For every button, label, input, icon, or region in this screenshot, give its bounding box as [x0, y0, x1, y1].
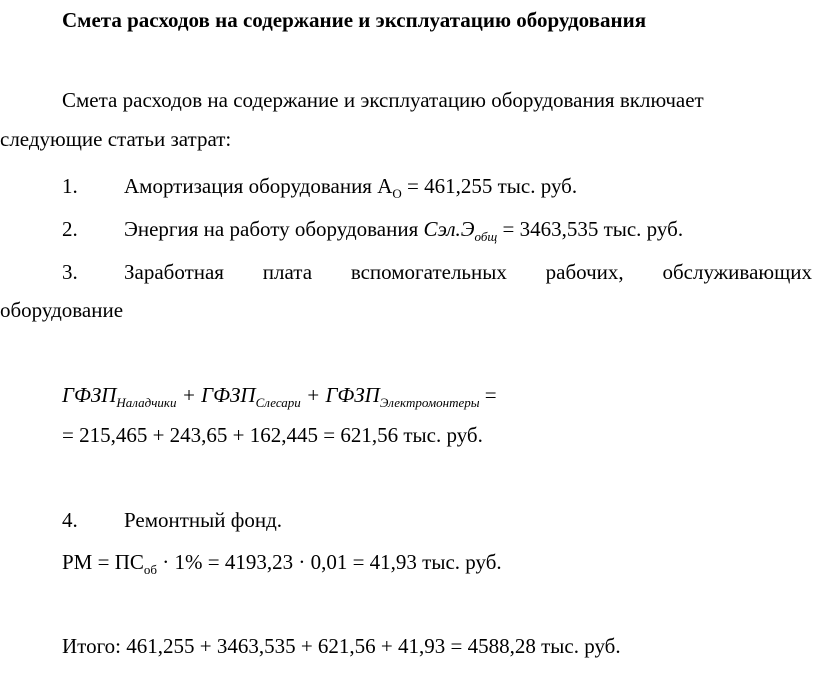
intro-line-2: следующие статьи затрат:	[0, 127, 232, 151]
item-2-subscript: общ	[474, 229, 498, 244]
item-2-number: 2.	[62, 217, 78, 241]
item-1	[62, 174, 578, 201]
formula-rm	[62, 550, 502, 577]
item-3-number: 3.	[62, 260, 78, 284]
gfzp-term-2: ГФЗП	[201, 383, 256, 407]
gfzp-term-1: ГФЗП	[62, 383, 117, 407]
rm-left: РМ = ПС	[62, 550, 144, 574]
item-2	[62, 217, 684, 244]
gfzp-equals: =	[479, 383, 497, 407]
formula-gfzp	[62, 383, 497, 410]
gfzp-sub-2: Слесари	[255, 395, 301, 410]
total: Итого: 461,255 + 3463,535 + 621,56 + 41,93 = 4588,28 тыс. руб.	[62, 634, 621, 658]
item-3-word-3: вспомогательных	[350, 260, 507, 284]
intro-line-1: Смета расходов на содержание и эксплуатацию оборудования включает	[62, 88, 704, 112]
gfzp-sub-3: Электромонтеры	[379, 395, 480, 410]
rm-subscript: об	[143, 562, 157, 577]
item-1-value: = 461,255 тыс. руб.	[401, 174, 578, 198]
item-4-text: Ремонтный фонд.	[124, 508, 283, 532]
page-title: Смета расходов на содержание и эксплуатацию оборудования	[62, 8, 647, 32]
item-3-word-4: рабочих,	[545, 260, 624, 284]
item-2-value: = 3463,535 тыс. руб.	[497, 217, 684, 241]
gfzp-plus-1: +	[176, 383, 202, 407]
item-1-number: 1.	[62, 174, 78, 198]
item-3-text	[124, 262, 812, 283]
gfzp-plus-2: +	[300, 383, 326, 407]
item-4	[62, 510, 282, 531]
item-3-word-1: Заработная	[124, 260, 224, 284]
rm-right: · 1% = 4193,23 · 0,01 = 41,93 тыс. руб.	[157, 550, 502, 574]
item-3-line-2: оборудование	[0, 298, 124, 322]
item-1-text: Амортизация оборудования А	[124, 174, 393, 198]
item-3-word-5: обслуживающих	[662, 260, 812, 284]
item-2-text: Энергия на работу оборудования	[124, 217, 424, 241]
gfzp-term-3: ГФЗП	[325, 383, 380, 407]
gfzp-sub-1: Наладчики	[116, 395, 177, 410]
item-3	[62, 262, 124, 283]
gfzp-result: = 215,465 + 243,65 + 162,445 = 621,56 тыс. руб.	[62, 423, 483, 447]
item-1-subscript: О	[392, 186, 402, 201]
item-3-word-2: плата	[262, 260, 313, 284]
item-4-number: 4.	[62, 508, 78, 532]
item-2-formula: Сэл.Э	[423, 217, 475, 241]
